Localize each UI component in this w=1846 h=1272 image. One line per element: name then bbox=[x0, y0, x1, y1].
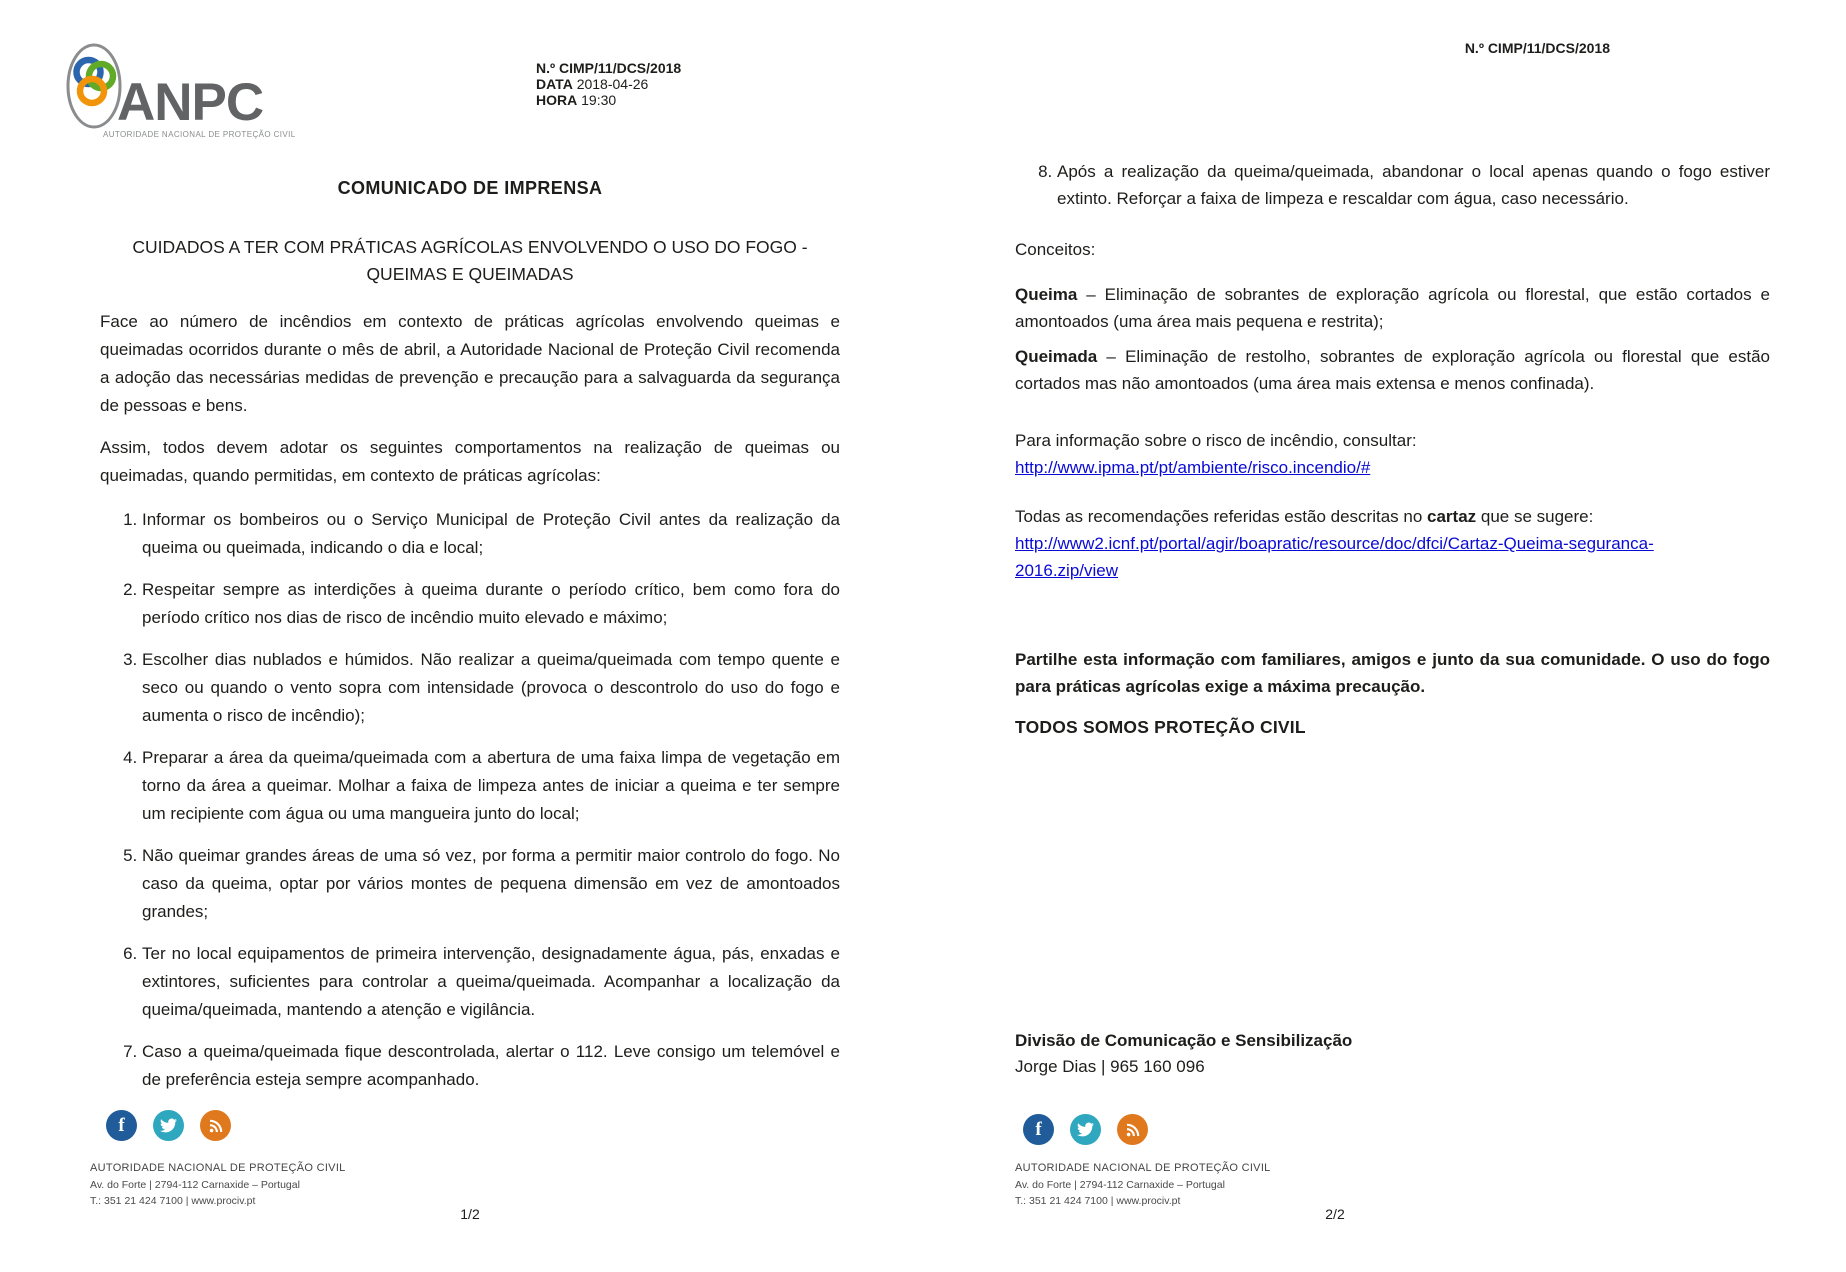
icnf-poster-link[interactable]: http://www2.icnf.pt/portal/agir/boapratic/resource/doc/dfci/Cartaz-Queima-seguranca-2016.zip/view bbox=[1015, 534, 1654, 580]
risco-intro: Para informação sobre o risco de incêndio, consultar: bbox=[1015, 431, 1417, 450]
list-item-5: 5. Não queimar grandes áreas de uma só vez, por forma a permitir maior controlo do fogo. No caso da queima, optar por vários montes de pequena dimensão em vez de amontoados grandes; bbox=[142, 842, 840, 926]
footer-address: Av. do Forte | 2794-112 Carnaxide – Portugal bbox=[1015, 1178, 1225, 1191]
cartaz-intro: Todas as recomendações referidas estão descritas no cartaz que se sugere: bbox=[1015, 507, 1594, 526]
conceitos-heading: Conceitos: bbox=[1015, 240, 1096, 259]
page2-number: 2/2 bbox=[1325, 1206, 1345, 1222]
footer-org: AUTORIDADE NACIONAL DE PROTEÇÃO CIVIL bbox=[1015, 1162, 1271, 1174]
list-item-7: 7. Caso a queima/queimada fique descontrolada, alertar o 112. Leve consigo um telemóvel e de preferência esteja sempre acompanhado. bbox=[142, 1038, 840, 1094]
list-item-4: 4. Preparar a área da queima/queimada com a abertura de uma faixa limpa de vegetação em torno da área a queimar. Molhar a faixa de limpeza antes de iniciar a queima e ter sempre um recipiente com água ou uma mangueira junto do local; bbox=[142, 744, 840, 828]
twitter-icon[interactable] bbox=[153, 1110, 184, 1141]
logo-tagline: AUTORIDADE NACIONAL DE PROTEÇÃO CIVIL bbox=[103, 130, 296, 139]
document-ref-block bbox=[536, 60, 681, 108]
page2-body bbox=[1015, 158, 1770, 741]
document-subtitle: CUIDADOS A TER COM PRÁTICAS AGRÍCOLAS ENVOLVENDO O USO DO FOGO - QUEIMAS E QUEIMADAS bbox=[132, 237, 808, 284]
list-item-8: 8. Após a realização da queima/queimada, abandonar o local apenas quando o fogo estiver extinto. Reforçar a faixa de limpeza e rescaldar com água, caso necessário. bbox=[1057, 158, 1770, 212]
recommendations-list-continued bbox=[1015, 158, 1770, 212]
social-links bbox=[106, 1110, 231, 1141]
ref-number: N.º CIMP/11/DCS/2018 bbox=[536, 60, 682, 76]
document-title: COMUNICADO DE IMPRENSA bbox=[337, 178, 603, 198]
facebook-icon[interactable]: f bbox=[106, 1110, 137, 1141]
list-item-2: 2. Respeitar sempre as interdições à queima durante o período crítico, bem como fora do período crítico nos dias de risco de incêndio muito elevado e máximo; bbox=[142, 576, 840, 632]
ref-date: DATA 2018-04-26 bbox=[536, 76, 649, 92]
ipma-risk-link[interactable]: http://www.ipma.pt/pt/ambiente/risco.incendio/# bbox=[1015, 458, 1371, 477]
share-paragraph: Partilhe esta informação com familiares, amigos e junto da sua comunidade. O uso do fogo para práticas agrícolas exige a máxima precaução. bbox=[1015, 650, 1770, 696]
page2-ref-number: N.º CIMP/11/DCS/2018 bbox=[1464, 40, 1610, 56]
facebook-icon[interactable]: f bbox=[1023, 1114, 1054, 1145]
cartaz-link-line bbox=[1015, 530, 1675, 584]
list-item-3: 3. Escolher dias nublados e húmidos. Não realizar a queima/queimada com tempo quente e seco ou quando o vento sopra com intensidade (provoca o descontrolo do uso do fogo e aumenta o risco de incêndio); bbox=[142, 646, 840, 730]
division-name: Divisão de Comunicação e Sensibilização bbox=[1015, 1031, 1353, 1050]
contact-person: Jorge Dias | 965 160 096 bbox=[1015, 1057, 1205, 1076]
risco-link-line bbox=[1015, 454, 1770, 481]
anpc-logo bbox=[62, 38, 296, 148]
anpc-emblem-icon bbox=[65, 42, 123, 130]
rss-icon[interactable] bbox=[200, 1110, 231, 1141]
footer-org: AUTORIDADE NACIONAL DE PROTEÇÃO CIVIL bbox=[90, 1162, 346, 1174]
footer-phone-site: T.: 351 21 424 7100 | www.prociv.pt bbox=[90, 1195, 256, 1207]
intro-paragraph: Face ao número de incêndios em contexto de práticas agrícolas envolvendo queimas e queimadas ocorridos durante o mês de abril, a Autoridade Nacional de Proteção Civil recomenda a adoção das necessárias medidas de prevenção e precaução para a salvaguarda da segurança de pessoas e bens. bbox=[100, 312, 840, 415]
signature-block bbox=[1015, 1028, 1352, 1080]
todos-somos-slogan: TODOS SOMOS PROTEÇÃO CIVIL bbox=[1015, 717, 1306, 737]
page2-footer bbox=[1015, 1160, 1271, 1210]
list-item-6: 6. Ter no local equipamentos de primeira intervenção, designadamente água, pás, enxadas e extintores, suficientes para controlar a queima/queimada. Acompanhar a localização da queima/queimada, mantendo a atenção e vigilância. bbox=[142, 940, 840, 1024]
rss-icon[interactable] bbox=[1117, 1114, 1148, 1145]
list-lead-paragraph: Assim, todos devem adotar os seguintes comportamentos na realização de queimas ou queimadas, quando permitidas, em contexto de práticas agrícolas: bbox=[100, 438, 840, 485]
page1-number: 1/2 bbox=[460, 1206, 480, 1222]
ref-time: HORA 19:30 bbox=[536, 92, 617, 108]
page1-body bbox=[100, 308, 840, 1108]
recommendations-list bbox=[100, 506, 840, 1094]
twitter-icon[interactable] bbox=[1070, 1114, 1101, 1145]
queima-definition: Queima – Eliminação de sobrantes de exploração agrícola ou florestal, que estão cortados e amontoados (uma área mais pequena e restrita); bbox=[1015, 285, 1770, 331]
logo-acronym: ANPC bbox=[117, 73, 264, 132]
queimada-definition: Queimada – Eliminação de restolho, sobrantes de exploração agrícola ou florestal que estão cortados mas não amontoados (uma área mais extensa e menos confinada). bbox=[1015, 347, 1770, 393]
social-links bbox=[1023, 1114, 1148, 1145]
page-2 bbox=[923, 0, 1846, 1272]
list-item-1: 1. Informar os bombeiros ou o Serviço Municipal de Proteção Civil antes da realização da queima ou queimada, indicando o dia e local; bbox=[142, 506, 840, 562]
footer-address: Av. do Forte | 2794-112 Carnaxide – Portugal bbox=[90, 1178, 300, 1191]
page1-footer bbox=[90, 1160, 346, 1210]
footer-phone-site: T.: 351 21 424 7100 | www.prociv.pt bbox=[1015, 1195, 1181, 1207]
